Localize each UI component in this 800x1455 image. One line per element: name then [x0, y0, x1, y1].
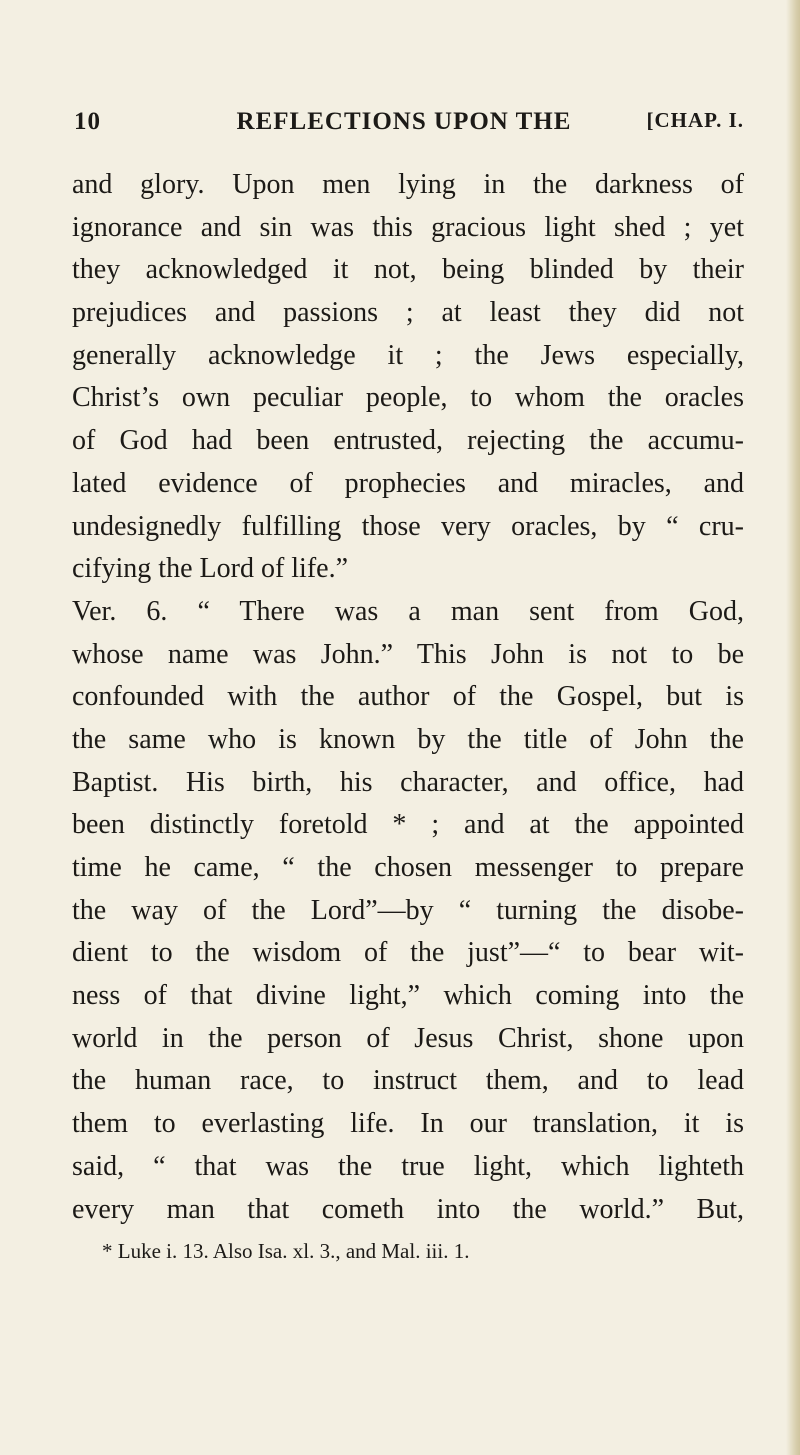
- text-line: whose name was John.” This John is not to be: [72, 638, 744, 670]
- text-line: generally acknowledge it ; the Jews especially,: [72, 339, 744, 371]
- book-page: [72, 108, 744, 1265]
- text-line: lated evidence of prophecies and miracles, and: [72, 467, 744, 499]
- text-line: time he came, “ the chosen messenger to prepare: [72, 852, 744, 883]
- text-line: the same who is known by the title of John the: [72, 723, 744, 755]
- page-edge-shadow: [786, 0, 800, 1455]
- text-line: cifying the Lord of life.”: [72, 553, 349, 585]
- text-line: confounded with the author of the Gospel, but is: [72, 681, 744, 713]
- text-line: ness of that divine light,” which coming into the: [72, 980, 744, 1012]
- text-line: the human race, to instruct them, and to lead: [72, 1065, 744, 1097]
- running-title: REFLECTIONS UPON THE: [236, 108, 572, 135]
- running-head: [72, 108, 744, 152]
- text-line: Ver. 6. “ There was a man sent from God,: [72, 595, 744, 627]
- footnote: * Luke i. 13. Also Isa. xl. 3., and Mal. iii. 1.: [102, 1239, 470, 1264]
- text-line: undesignedly fulfilling those very oracles, by “ cru-: [72, 510, 744, 542]
- text-line: ignorance and sin was this gracious light shed ; yet: [72, 211, 744, 243]
- text-line: said, “ that was the true light, which lighteth: [72, 1150, 744, 1182]
- text-line: world in the person of Jesus Christ, shone upon: [72, 1022, 744, 1054]
- page-number: 10: [74, 108, 101, 135]
- text-line: them to everlasting life. In our translation, it is: [72, 1108, 744, 1140]
- text-line: the way of the Lord”—by “ turning the disobe-: [72, 894, 744, 926]
- text-line: every man that cometh into the world.” But,: [72, 1193, 744, 1225]
- text-line: and glory. Upon men lying in the darkness of: [72, 169, 744, 200]
- text-line: of God had been entrusted, rejecting the accumu-: [72, 425, 744, 457]
- text-line: dient to the wisdom of the just”—“ to bear wit-: [72, 937, 744, 969]
- text-line: been distinctly foretold * ; and at the appointed: [72, 809, 744, 841]
- body-text: [72, 164, 744, 1231]
- chapter-marker: [CHAP. I.: [646, 108, 744, 132]
- text-line: Christ’s own peculiar people, to whom the oracles: [72, 382, 744, 414]
- text-line: Baptist. His birth, his character, and office, had: [72, 766, 744, 798]
- text-line: they acknowledged it not, being blinded by their: [72, 254, 744, 286]
- text-line: prejudices and passions ; at least they did not: [72, 297, 744, 329]
